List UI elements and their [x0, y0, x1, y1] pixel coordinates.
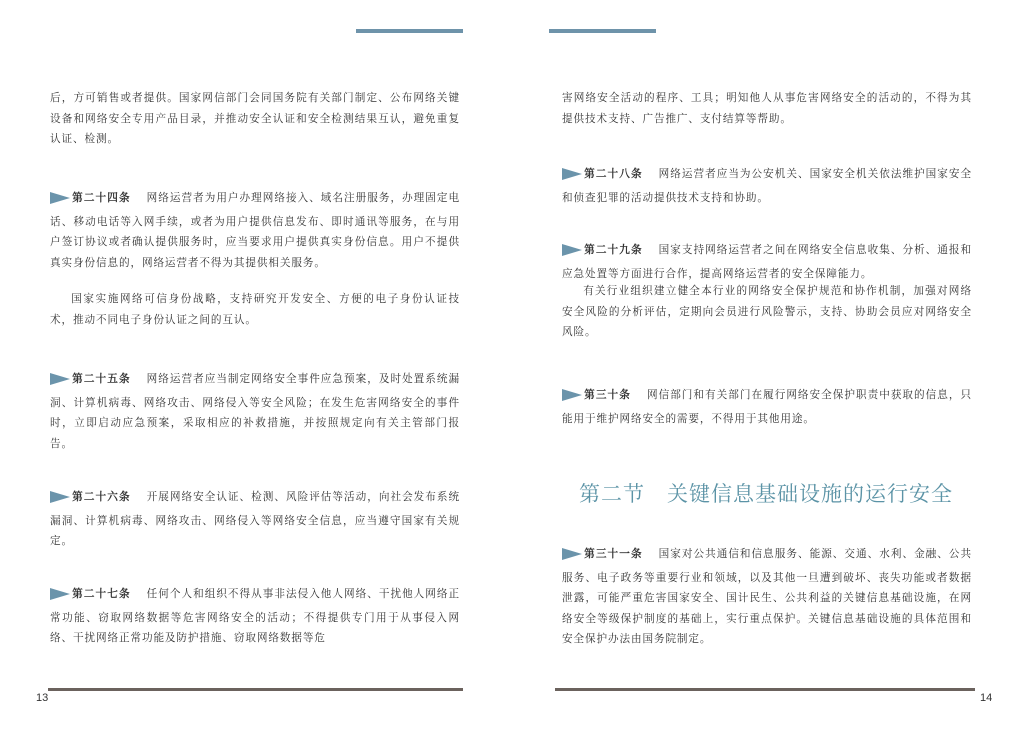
triangle-marker-icon [562, 547, 582, 568]
article-heading: 第二十五条 [72, 373, 131, 385]
section-title: 第二节 关键信息基础设施的运行安全 [579, 482, 953, 506]
article-body: 网络运营者为用户办理网络接入、域名注册服务，办理固定电话、移动电话等入网手续，或者为用户提供信息发布、即时通讯等服务，在与用户签订协议或者确认提供服务时，应当要求用户提供真实身份信息。用户不提供真实身份信息的，网络运营者不得为其提供相关服务。 [50, 192, 460, 269]
article-body: 开展网络安全认证、检测、风险评估等活动，向社会发布系统漏洞、计算机病毒、网络攻击、网络侵入等网络安全信息，应当遵守国家有关规定。 [50, 491, 460, 547]
bottom-rule-right [555, 688, 975, 691]
article-body: 网络运营者应当为公安机关、国家安全机关依法维护国家安全和侦查犯罪的活动提供技术支持和协助。 [562, 168, 972, 204]
article-31 [562, 544, 972, 650]
article-heading: 第二十九条 [584, 244, 643, 256]
article-29 [562, 240, 972, 284]
triangle-marker-icon [562, 388, 582, 409]
article-body: 网信部门和有关部门在履行网络安全保护职责中获取的信息，只能用于维护网络安全的需要，不得用于其他用途。 [562, 389, 972, 425]
triangle-marker-icon [50, 490, 70, 511]
triangle-marker-icon [50, 372, 70, 393]
article-heading: 第二十四条 [72, 192, 131, 204]
page-number-right: 14 [980, 692, 993, 704]
triangle-marker-icon [562, 167, 582, 188]
article-heading: 第二十八条 [584, 168, 643, 180]
article-heading: 第二十七条 [72, 588, 131, 600]
article-25 [50, 369, 460, 454]
bottom-rule-left [48, 688, 463, 691]
triangle-marker-icon [50, 587, 70, 608]
article-heading: 第二十六条 [72, 491, 131, 503]
article-body: 国家对公共通信和信息服务、能源、交通、水利、金融、公共服务、电子政务等重要行业和领域，以及其他一旦遭到破坏、丧失功能或者数据泄露，可能严重危害国家安全、国计民生、公共利益的关键信息基础设施，在网络安全等级保护制度的基础上，实行重点保护。关键信息基础设施的具体范围和安全保护办法由国务院制定。 [562, 548, 972, 645]
triangle-marker-icon [50, 191, 70, 212]
paragraph-identity: 国家实施网络可信身份战略，支持研究开发安全、方便的电子身份认证技术，推动不同电子身份认证之间的互认。 [50, 293, 460, 326]
right-continuation: 害网络安全活动的程序、工具；明知他人从事危害网络安全的活动的，不得为其提供技术支持、广告推广、支付结算等帮助。 [562, 92, 972, 125]
article-body: 国家支持网络运营者之间在网络安全信息收集、分析、通报和应急处置等方面进行合作，提高网络运营者的安全保障能力。 [562, 244, 972, 280]
article-28 [562, 164, 972, 208]
page-number-left: 13 [36, 692, 49, 704]
article-body: 任何个人和组织不得从事非法侵入他人网络、干扰他人网络正常功能、窃取网络数据等危害网络安全的活动；不得提供专门用于从事侵入网络、干扰网络正常功能及防护措施、窃取网络数据等危 [50, 588, 460, 644]
triangle-marker-icon [562, 243, 582, 264]
top-accent-bar-left [356, 29, 463, 33]
paragraph-industry: 有关行业组织建立健全本行业的网络安全保护规范和协作机制，加强对网络安全风险的分析评估，定期向会员进行风险警示，支持、协助会员应对网络安全风险。 [562, 285, 972, 338]
article-26 [50, 487, 460, 552]
article-heading: 第三十条 [584, 389, 631, 401]
article-24 [50, 188, 460, 273]
article-30 [562, 385, 972, 429]
article-body: 网络运营者应当制定网络安全事件应急预案，及时处置系统漏洞、计算机病毒、网络攻击、网络侵入等安全风险；在发生危害网络安全的事件时，立即启动应急预案，采取相应的补救措施，并按照规定向有关主管部门报告。 [50, 373, 460, 450]
top-accent-bar-right [549, 29, 656, 33]
article-27 [50, 584, 460, 649]
left-continuation: 后，方可销售或者提供。国家网信部门会同国务院有关部门制定、公布网络关键设备和网络安全专用产品目录，并推动安全认证和安全检测结果互认，避免重复认证、检测。 [50, 92, 460, 145]
article-heading: 第三十一条 [584, 548, 643, 560]
